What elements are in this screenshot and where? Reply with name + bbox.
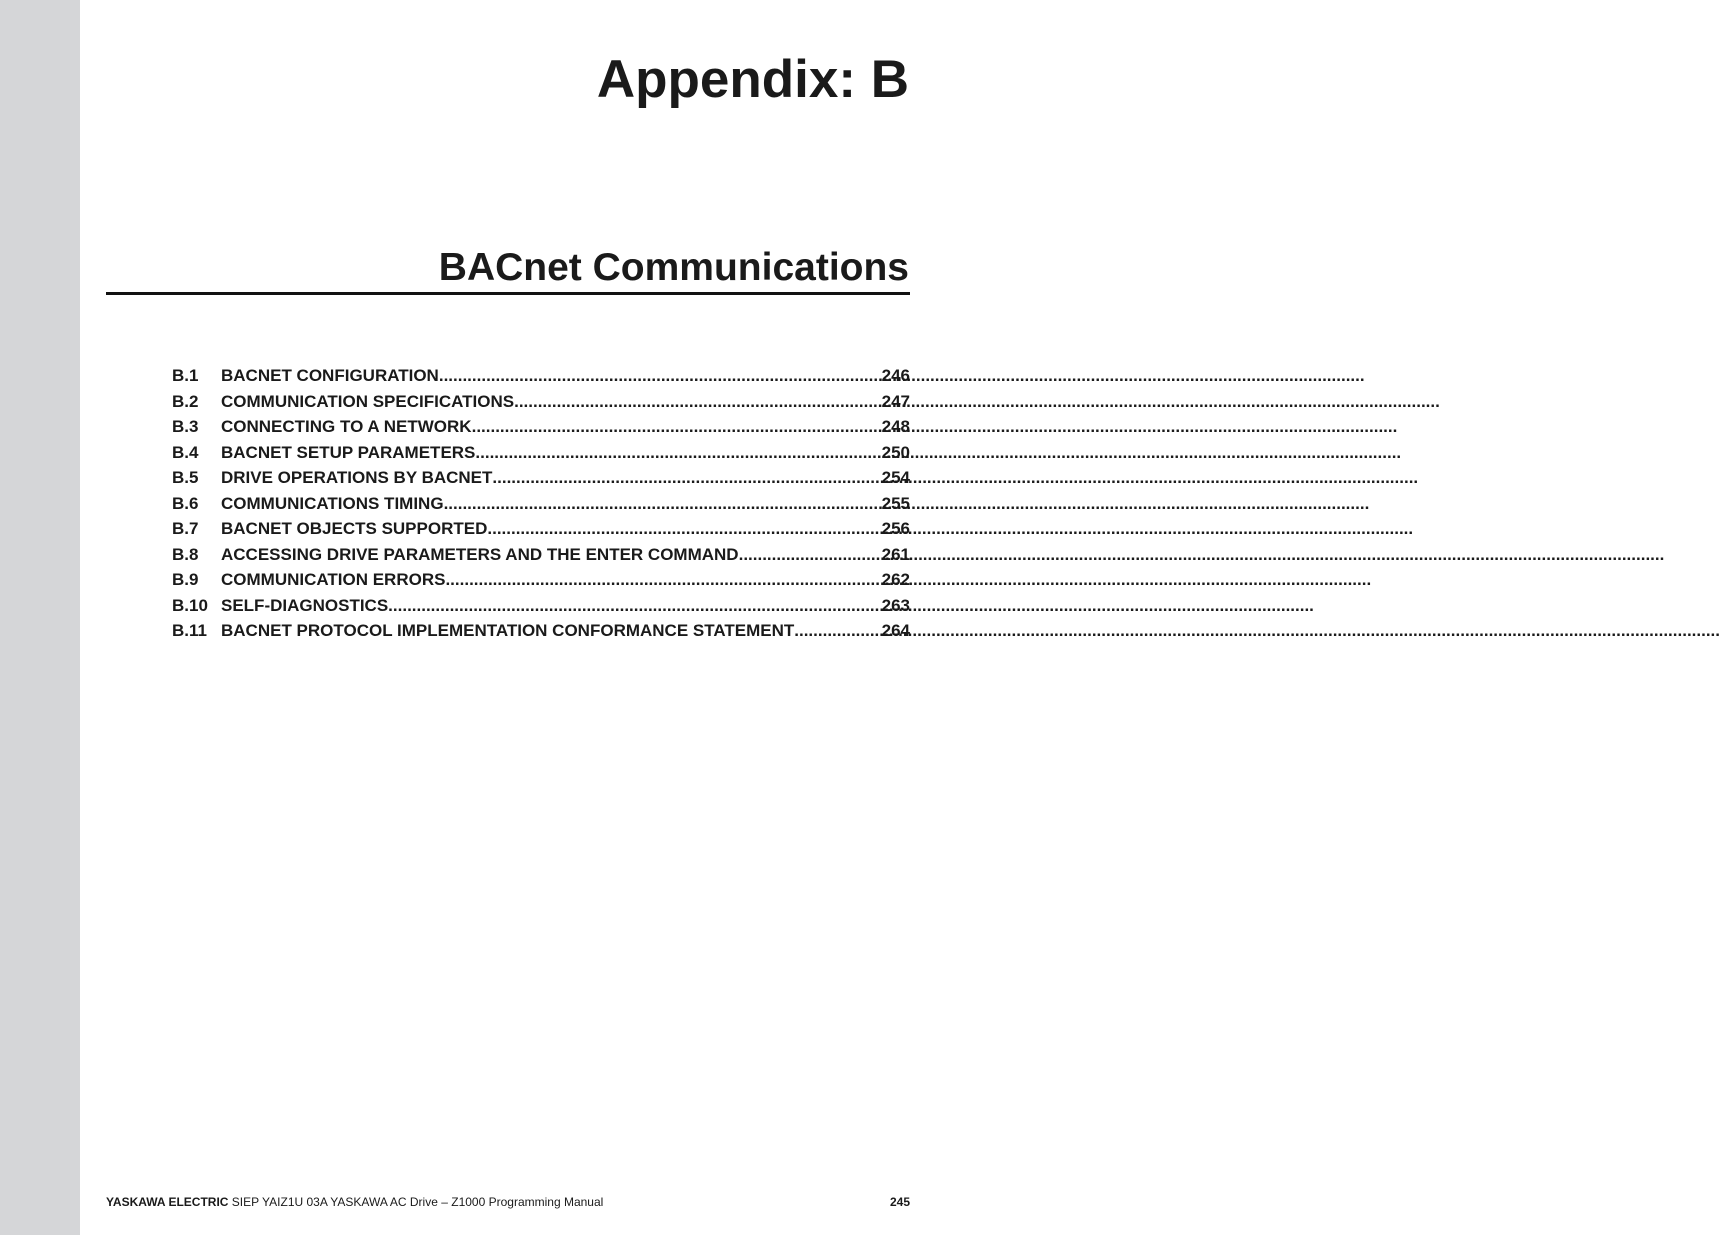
toc-entry-page: 247 <box>881 391 910 411</box>
toc-entry-b11[interactable] <box>172 618 910 644</box>
toc-dot-leader <box>472 414 882 440</box>
footer-page-number: 245 <box>889 1195 910 1209</box>
toc-entry-b4[interactable] <box>172 440 910 466</box>
toc-dot-leader <box>439 363 882 389</box>
toc-entry-number: B.3 <box>172 417 199 436</box>
toc-entry-title: BACNET PROTOCOL IMPLEMENTATION CONFORMANCE STATEMENT <box>221 621 795 640</box>
toc-entry-title: DRIVE OPERATIONS BY BACNET <box>221 468 493 487</box>
toc-entry-number: B.4 <box>172 442 199 462</box>
toc-entry-page: 261 <box>881 544 910 564</box>
toc-entry-number: B.5 <box>172 468 199 487</box>
footer-brand: YASKAWA ELECTRIC <box>106 1195 229 1209</box>
toc-entry-b8[interactable] <box>172 542 910 568</box>
toc-dot-leader <box>444 491 882 517</box>
toc-entry-page: 248 <box>881 417 910 436</box>
toc-dot-leader <box>514 389 882 415</box>
toc-entry-title: COMMUNICATION SPECIFICATIONS <box>221 391 515 411</box>
toc-entry-b2[interactable] <box>172 389 910 415</box>
toc-entry-number: B.11 <box>172 621 207 640</box>
toc-entry-number: B.10 <box>172 595 208 615</box>
toc-entry-number: B.6 <box>172 493 199 513</box>
toc-entry-title: CONNECTING TO A NETWORK <box>221 417 472 436</box>
toc-entry-page: 254 <box>881 468 910 487</box>
toc-dot-leader <box>794 618 881 644</box>
side-margin-band <box>0 0 80 1235</box>
toc-entry-number: B.9 <box>172 570 199 589</box>
toc-entry-page: 255 <box>881 493 910 513</box>
toc-entry-number: B.7 <box>172 519 199 538</box>
appendix-title: Appendix: B <box>596 50 909 109</box>
toc-entry-title: SELF-DIAGNOSTICS <box>221 595 389 615</box>
toc-dot-leader <box>492 465 881 491</box>
toc-entry-b6[interactable] <box>172 491 910 517</box>
toc-entry-page: 264 <box>881 621 910 640</box>
toc-entry-page: 250 <box>881 442 910 462</box>
footer-manual-title: SIEP YAIZ1U 03A YASKAWA AC Drive – Z1000 Programming Manual <box>228 1195 604 1209</box>
toc-entry-number: B.2 <box>172 391 199 411</box>
toc-dot-leader <box>487 516 881 542</box>
toc-entry-page: 246 <box>881 366 910 385</box>
toc-entry-b3[interactable] <box>172 414 910 440</box>
toc-entry-title: ACCESSING DRIVE PARAMETERS AND THE ENTER COMMAND <box>221 544 739 564</box>
toc-entry-page: 256 <box>881 519 910 538</box>
page-footer <box>106 1194 910 1210</box>
toc-entry-page: 263 <box>881 595 910 615</box>
toc-entry-page: 262 <box>881 570 910 589</box>
toc-entry-b10[interactable] <box>172 593 910 619</box>
table-of-contents <box>172 363 910 644</box>
toc-entry-number: B.8 <box>172 544 199 564</box>
toc-entry-title: BACNET SETUP PARAMETERS <box>221 442 476 462</box>
toc-entry-title: COMMUNICATION ERRORS <box>221 570 446 589</box>
toc-entry-b7[interactable] <box>172 516 910 542</box>
toc-entry-number: B.1 <box>172 366 199 385</box>
toc-entry-title: BACNET OBJECTS SUPPORTED <box>221 519 488 538</box>
toc-entry-title: BACNET CONFIGURATION <box>221 366 439 385</box>
toc-entry-b1[interactable] <box>172 363 910 389</box>
toc-entry-title: COMMUNICATIONS TIMING <box>221 493 444 513</box>
toc-entry-b9[interactable] <box>172 567 910 593</box>
chapter-title: BACnet Communications <box>438 246 909 289</box>
toc-dot-leader <box>475 440 881 466</box>
toc-entry-b5[interactable] <box>172 465 910 491</box>
toc-dot-leader <box>445 567 881 593</box>
toc-dot-leader <box>388 593 881 619</box>
title-underline-rule <box>106 292 910 295</box>
toc-dot-leader <box>739 542 882 568</box>
